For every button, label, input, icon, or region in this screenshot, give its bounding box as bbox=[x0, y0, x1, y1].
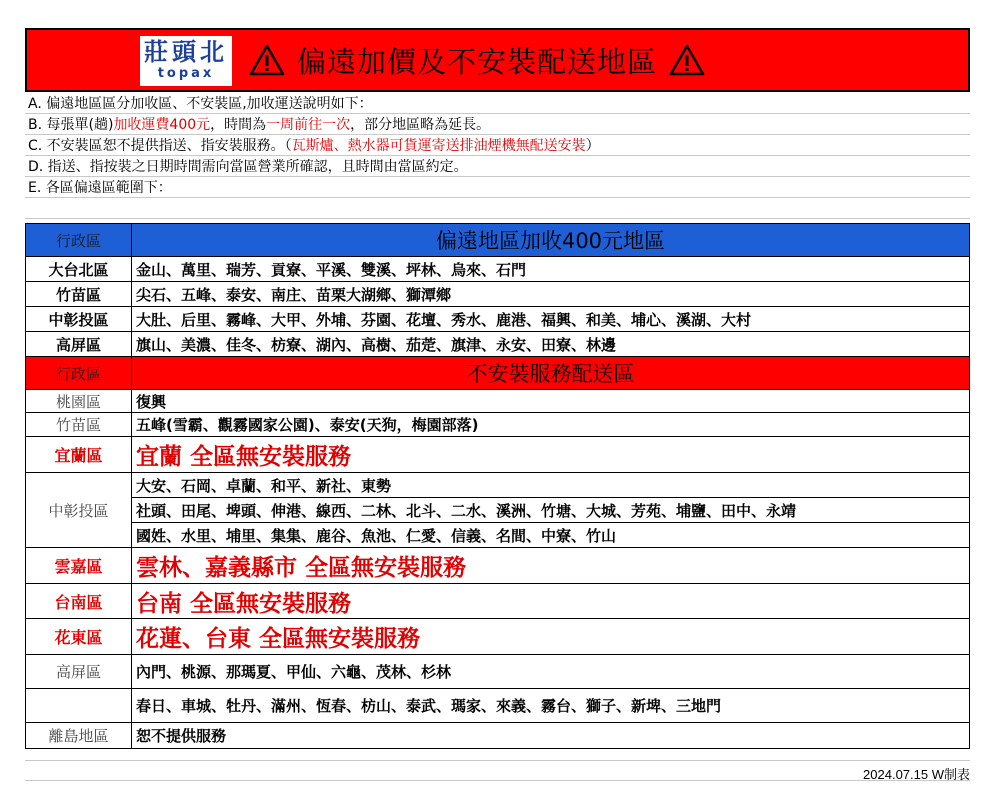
region-name: 高屏區 bbox=[26, 655, 132, 689]
note-c-prefix: C. 不安裝區恕不提供指送、指安裝服務。（ bbox=[28, 138, 292, 154]
no-install-section-header bbox=[26, 357, 970, 390]
note-b-frequency: 一周前往一次 bbox=[266, 117, 351, 133]
table-row bbox=[26, 584, 970, 619]
footer-date-credit: 2024.07.15 W制表 bbox=[863, 767, 970, 782]
region-areas: 大肚、后里、霧峰、大甲、外埔、芬園、花壇、秀水、鹿港、福興、和美、埔心、溪湖、大村 bbox=[132, 307, 970, 332]
note-a: A. 偏遠地區區分加收區、不安裝區,加收運送說明如下： bbox=[25, 94, 970, 114]
note-b-suffix: ，部分地區略為延長。 bbox=[350, 117, 491, 133]
table-row bbox=[26, 655, 970, 689]
note-b-fee: 加收運費400元 bbox=[113, 117, 211, 133]
table-row bbox=[26, 619, 970, 655]
table-row bbox=[26, 473, 970, 498]
region-areas: 雲林、嘉義縣市 全區無安裝服務 bbox=[132, 548, 970, 584]
warning-icon bbox=[669, 44, 705, 76]
region-areas: 大安、石岡、卓蘭、和平、新社、東勢 bbox=[132, 473, 970, 498]
table-row bbox=[26, 332, 970, 357]
region-areas: 花蓮、台東 全區無安裝服務 bbox=[132, 619, 970, 655]
region-areas: 復興 bbox=[132, 390, 970, 413]
region-name-empty bbox=[26, 689, 132, 723]
region-name: 大台北區 bbox=[26, 257, 132, 282]
table-row bbox=[26, 437, 970, 473]
region-areas: 旗山、美濃、佳冬、枋寮、湖內、高樹、茄萣、旗津、永安、田寮、林邊 bbox=[132, 332, 970, 357]
warning-icon bbox=[249, 44, 285, 76]
table-row bbox=[26, 390, 970, 413]
region-name: 花東區 bbox=[26, 619, 132, 655]
region-name: 桃園區 bbox=[26, 390, 132, 413]
table-row bbox=[26, 413, 970, 437]
note-blank-row bbox=[25, 199, 970, 219]
note-d: D. 指送、指按裝之日期時間需向當區營業所確認，且時間由當區約定。 bbox=[25, 157, 970, 177]
table-row bbox=[26, 723, 970, 749]
title-group bbox=[249, 30, 705, 90]
table-row bbox=[26, 498, 970, 523]
region-areas: 宜蘭 全區無安裝服務 bbox=[132, 437, 970, 473]
region-name: 中彰投區 bbox=[26, 307, 132, 332]
surcharge-section-header bbox=[26, 224, 970, 257]
region-name: 高屏區 bbox=[26, 332, 132, 357]
note-c-exception: 瓦斯爐、熱水器可貨運寄送排油煙機無配送安裝 bbox=[291, 138, 586, 154]
region-column-header: 行政區 bbox=[26, 224, 132, 257]
logo-chinese: 莊頭北 bbox=[144, 37, 228, 66]
table-row bbox=[26, 282, 970, 307]
region-name: 雲嘉區 bbox=[26, 548, 132, 584]
region-table bbox=[25, 223, 970, 749]
note-e: E. 各區偏遠區範圍下： bbox=[25, 178, 970, 198]
gridline bbox=[25, 780, 970, 781]
page-title: 偏遠加價及不安裝配送地區 bbox=[297, 44, 658, 79]
region-areas: 恕不提供服務 bbox=[132, 723, 970, 749]
note-b-mid: ，時間為 bbox=[210, 117, 267, 133]
table-row bbox=[26, 523, 970, 548]
region-areas: 五峰(雪霸、觀霧國家公園)、泰安(天狗，梅園部落) bbox=[132, 413, 970, 437]
brand-logo bbox=[140, 36, 232, 86]
region-column-header: 行政區 bbox=[26, 357, 132, 390]
surcharge-section-title: 偏遠地區加收400元地區 bbox=[132, 224, 970, 257]
region-name: 中彰投區 bbox=[26, 473, 132, 548]
header-banner bbox=[25, 28, 970, 92]
table-row bbox=[26, 257, 970, 282]
region-areas: 尖石、五峰、泰安、南庄、苗栗大湖鄉、獅潭鄉 bbox=[132, 282, 970, 307]
region-name: 離島地區 bbox=[26, 723, 132, 749]
region-areas: 春日、車城、牡丹、滿州、恆春、枋山、泰武、瑪家、來義、霧台、獅子、新埤、三地門 bbox=[132, 689, 970, 723]
table-row bbox=[26, 689, 970, 723]
region-areas: 台南 全區無安裝服務 bbox=[132, 584, 970, 619]
note-c-suffix: ） bbox=[585, 138, 600, 154]
region-name: 竹苗區 bbox=[26, 282, 132, 307]
region-areas: 內門、桃源、那瑪夏、甲仙、六龜、茂林、杉林 bbox=[132, 655, 970, 689]
note-b bbox=[25, 115, 970, 135]
region-areas: 社頭、田尾、埤頭、伸港、線西、二林、北斗、二水、溪洲、竹塘、大城、芳苑、埔鹽、田中、永靖 bbox=[132, 498, 970, 523]
region-name: 台南區 bbox=[26, 584, 132, 619]
table-row bbox=[26, 548, 970, 584]
note-b-prefix: B. 每張單(趟) bbox=[28, 117, 114, 133]
table-row bbox=[26, 307, 970, 332]
region-areas: 國姓、水里、埔里、集集、鹿谷、魚池、仁愛、信義、名間、中寮、竹山 bbox=[132, 523, 970, 548]
note-c bbox=[25, 136, 970, 156]
region-name: 宜蘭區 bbox=[26, 437, 132, 473]
no-install-section-title: 不安裝服務配送區 bbox=[132, 357, 970, 390]
gridline bbox=[25, 760, 970, 761]
region-name: 竹苗區 bbox=[26, 413, 132, 437]
region-areas: 金山、萬里、瑞芳、貢寮、平溪、雙溪、坪林、烏來、石門 bbox=[132, 257, 970, 282]
logo-english: topax bbox=[157, 66, 215, 81]
